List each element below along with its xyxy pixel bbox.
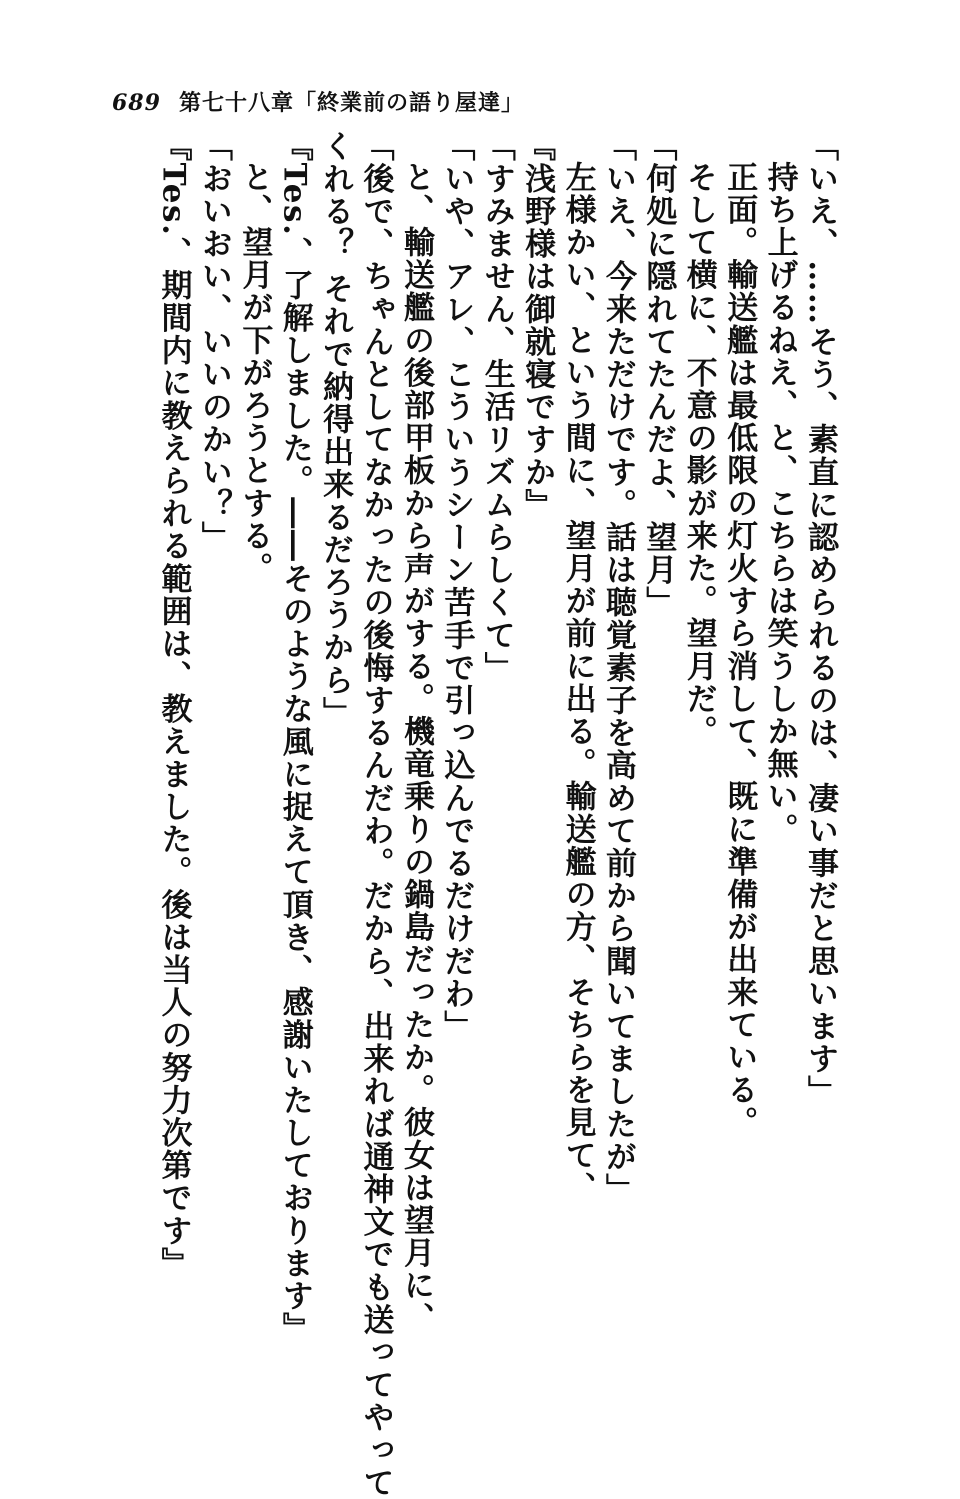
text-line: 「いえ、今来ただけです。話は聴覚素子を高めて前から聞いてましたが」 (599, 130, 636, 1206)
text-line: 『Tes.、了解しました。――そのような風に捉えて頂き、感謝いたしております』 (276, 130, 313, 1345)
text-line: 持ち上げるねえ、と、こちらは笑うしか無い。 (761, 161, 798, 846)
text-line: 「いえ、……そう、素直に認められるのは、凄い事だと思います」 (802, 130, 838, 1108)
text-line: 「すみません、生活リズムらしくて」 (478, 130, 515, 685)
text-line: くれる？ それで納得出来るだろうから」 (317, 130, 354, 730)
text-line: 「いや、アレ、こういうシーン苦手で引っ込んでるだけだわ」 (438, 130, 475, 1043)
text-line: 『浅野様は御就寝ですか』 (519, 130, 556, 522)
text-line: そして横に、不意の影が来た。望月だ。 (680, 161, 717, 748)
text-line: 左様かい、という間に、望月が前に出る。輸送艦の方、そちらを見て、 (559, 161, 596, 1205)
running-header (112, 86, 524, 117)
text-line: 「おいおい、いいのかい？」 (195, 130, 232, 554)
vertical-body-text (100, 130, 840, 1499)
text-line: 正面。輸送艦は最低限の灯火すら消して、既に準備が出来ている。 (721, 161, 758, 1139)
text-line: 『Tes.、期間内に教えられる範囲は、教えました。後は当人の努力次第です』 (155, 130, 192, 1280)
text-line: 「後で、ちゃんとしてなかったの後悔するんだわ。だから、出来れば通神文でも送ってやって (357, 130, 394, 1499)
text-line: 「何処に隠れてたんだよ、望月」 (640, 130, 677, 619)
chapter-title: 第七十八章「終業前の語り屋達」 (178, 90, 524, 116)
text-line: と、輸送艦の後部甲板から声がする。機竜乗りの鍋島だったか。彼女は望月に、 (397, 161, 434, 1335)
text-line: と、望月が下がろうとする。 (236, 161, 273, 585)
page-number: 689 (112, 90, 161, 116)
